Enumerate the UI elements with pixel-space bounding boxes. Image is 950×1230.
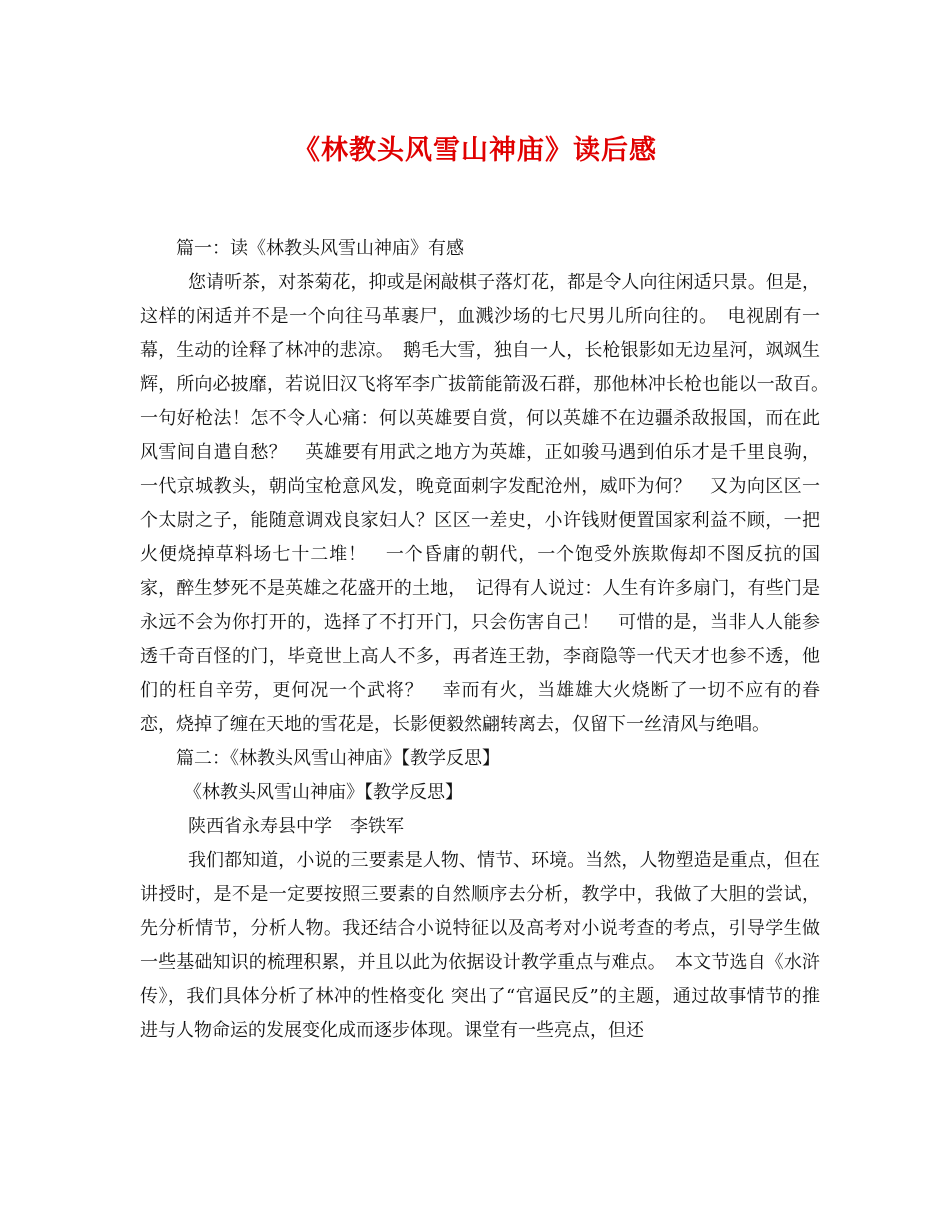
- part2-subheading: 《林教头风雪山神庙》【教学反思】: [184, 782, 463, 803]
- document-body: [140, 232, 838, 1048]
- part1-paragraph: 您请听茶，对茶菊花，抑或是闲敲棋子落灯花，都是令人向往闲适只景。但是，这样的闲适并不是一个向往马革裹尸，血溅沙场的七尺男儿所向往的。 电视剧有一幕，生动的诠释了林冲的悲凉。 鹅毛大雪，独自一人，长枪银影如无边星河，飒飒生辉，所向必披靡，若说旧汉飞将军李广拔箭能箭汲石群，那他林冲长枪也能以一敌百。 一句好枪法！怎不令人心痛：何以英雄要自赏，何以英雄不在边疆杀敌报国，而在此风雪间自遣自愁？ 英雄要有用武之地方为英雄，正如骏马遇到伯乐才是千里良驹，一代京城教头，朝尚宝枪意风发，晚竟面刺字发配沧州，威吓为何？ 又为向区区一个太尉之子，能随意调戏良家妇人？区区一差史，小许钱财便置国家利益不顾，一把火便烧掉草料场七十二堆！ 一个昏庸的朝代，一个饱受外族欺侮却不图反抗的国家，醉生梦死不是英雄之花盛开的土地， 记得有人说过：人生有许多扇门，有些门是永远不会为你打开的，选择了不打开门，只会伤害自己！ 可惜的是，当非人人能参透千奇百怪的门，毕竟世上高人不多，再者连王勃，李商隐等一代天才也参不透，他们的枉自辛劳，更何况一个武将？ 幸而有火，当雄雄大火烧断了一切不应有的眷恋，烧掉了缠在天地的雪花是，长影便毅然翩转离去，仅留下一丝清风与绝唱。: [140, 272, 838, 735]
- part2-author: 陕西省永寿县中学 李铁军: [188, 816, 404, 837]
- part2-paragraph: 我们都知道，小说的三要素是人物、情节、环境。当然，人物塑造是重点，但在讲授时，是不是一定要按照三要素的自然顺序去分析，教学中，我做了大胆的尝试，先分析情节，分析人物。我还结合小说特征以及高考对小说考查的考点，引导学生做一些基础知识的梳理积累，并且以此为依据设计教学重点与难点。 本文节选自《水浒传》，我们具体分析了林冲的性格变化 突出了“官逼民反”的主题，通过故事情节的推进与人物命运的发展变化成而逐步体现。课堂有一些亮点，但还: [140, 850, 820, 1041]
- part1-heading: 篇一：读《林教头风雪山神庙》有感: [176, 238, 464, 259]
- part2-heading: 篇二：《林教头风雪山神庙》【教学反思】: [176, 748, 500, 769]
- document-title: 《林教头风雪山神庙》读后感: [293, 135, 657, 166]
